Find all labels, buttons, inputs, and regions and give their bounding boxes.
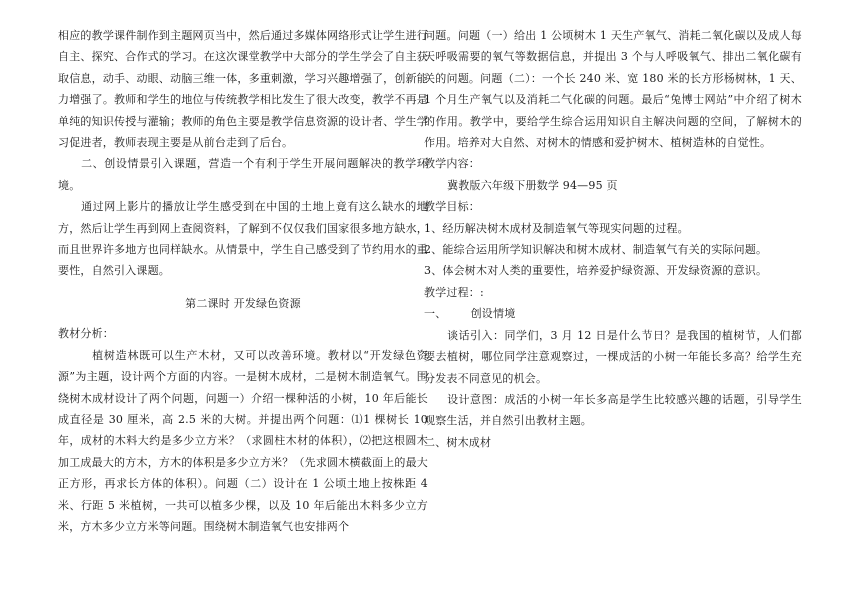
teaching-goal-1: 1、经历解决树木成材及制造氧气等现实问题的过程。 bbox=[424, 221, 689, 235]
paragraph-oxygen-problems: 问题。问题（一）给出 1 公顷树木 1 天生产氧气、消耗二氧化碳以及成人每天呼吸需要的氧气等数据信息，并提出 3 个与人呼吸氧气、排出二氧化碳有关的问题。问题（二）：一个长 240 米、宽 180 米的长方形杨树林，1 天、1 个月生产氧气以及消耗二气化碳的问题。最后“兔博士网站”中介绍了树木的作用。教学中，要给学生综合运用知识自主解决问题的空间，了解树木的作用。培养对大自然、对树木的情感和爱护树木、植树造林的自觉性。 bbox=[424, 29, 802, 150]
process-step-1-number: 一、 bbox=[424, 307, 447, 321]
process-step-2-heading: 二、树木成材 bbox=[424, 435, 492, 449]
process-step-1-heading bbox=[424, 303, 802, 324]
teaching-goal-2: 2、能综合运用所学知识解决和树木成材、制造氧气有关的实际问题。 bbox=[424, 243, 768, 257]
paragraph-design-intent: 设计意图：成活的小树一年长多高是学生比较感兴趣的话题，引导学生观察生活，并自然引出教材主题。 bbox=[424, 392, 802, 428]
lesson-title: 第二课时 开发绿色资源 bbox=[185, 296, 301, 310]
paragraph-water-scenario: 通过网上影片的播放让学生感受到在中国的土地上竟有这么缺水的地方，然后让学生再到网上查阅资料，了解到不仅仅我们国家很多地方缺水，而且世界许多地方也同样缺水。从情景中，学生自己感受到了节约用水的重要性，自然引入课题。 bbox=[58, 200, 428, 278]
teaching-process-heading: 教学过程：: bbox=[424, 285, 484, 299]
teaching-goal-3: 3、体会树木对人类的重要性，培养爱护绿资源、开发绿资源的意识。 bbox=[424, 264, 768, 278]
left-column bbox=[58, 25, 428, 537]
paragraph-material-analysis: 植树造林既可以生产木材，又可以改善环境。教材以“开发绿色资源”为主题，设计两个方面的内容。一是树木成材，二是树木制造氧气。围绕树木成材设计了两个问题，问题一）介绍一棵种活的小树，10 年后能长成直径是 30 厘米，高 2.5 米的大树。并提出两个问题：⑴1 棵树长 10 年，成材的木料大约是多少立方米？（求圆柱木材的体积），⑵把这根圆木加工成最大的方木，方木的体积是多少立方米？（先求圆木横截面上的最大正方形，再求长方体的体积）。问题（二）设计在 1 公顷土地上按株距 4 米、行距 5 米植树，一共可以植多少棵，以及 10 年后能出木料多少立方米，方木多少立方米等问题。围绕树木制造氧气也安排两个 bbox=[58, 348, 428, 533]
material-analysis-heading: 教材分析： bbox=[58, 327, 114, 341]
right-column bbox=[424, 25, 802, 453]
spacer bbox=[58, 282, 428, 288]
paragraph-intro-talk: 谈话引入：同学们，3 月 12 日是什么节日？是我国的植树节，人们都要去植树，哪位同学注意观察过，一棵成活的小树一年能长多高？给学生充分发表不同意见的机会。 bbox=[424, 328, 802, 385]
teaching-content-heading: 教学内容： bbox=[424, 157, 480, 171]
paragraph-courseware: 相应的教学课件制作到主题网页当中，然后通过多媒体网络形式让学生进行自主、探究、合作式的学习。在这次课堂教学中大部分的学生学会了自主获取信息，动手、动眼、动脑三维一体，多重刺激，学习兴趣增强了，创新能力增强了。教师和学生的地位与传统教学相比发生了很大改变，教学不再是单纯的知识传授与灌输；教师的角色主要是教学信息资源的设计者、学生学习促进者，教师表现主要是从前台走到了后台。 bbox=[58, 29, 428, 150]
section-heading-scenario: 二、创设情景引入课题，营造一个有利于学生开展问题解决的教学环境。 bbox=[58, 157, 428, 192]
process-step-1-title: 创设情境 bbox=[470, 307, 516, 321]
teaching-content-text: 冀教版六年级下册数学 94—95 页 bbox=[447, 178, 618, 192]
teaching-goals-heading: 教学目标： bbox=[424, 200, 480, 214]
